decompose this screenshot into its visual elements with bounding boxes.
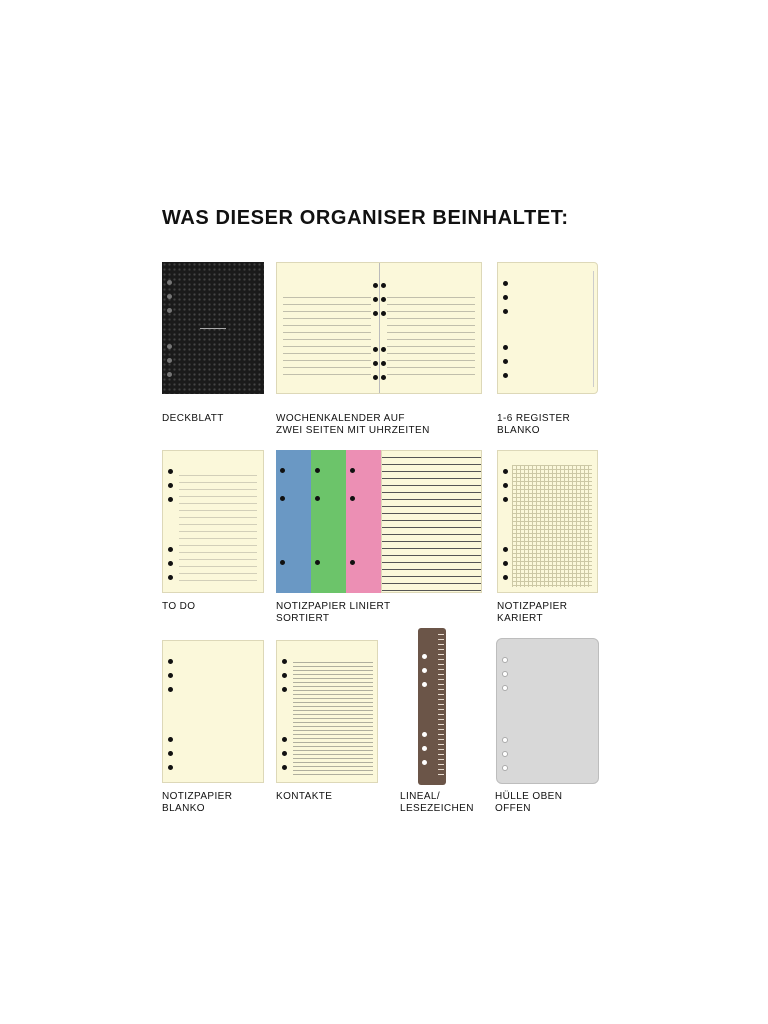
todo-thumbnail <box>162 450 264 593</box>
notizpapier-liniert-thumbnail <box>276 450 482 593</box>
caption-line2: BLANKO <box>497 425 540 436</box>
wochenkalender-thumbnail <box>276 262 482 394</box>
caption-line1: NOTIZPAPIER LINIERT <box>276 601 391 612</box>
caption-line1: DECKBLATT <box>162 413 224 424</box>
notizpapier-kariert-thumbnail <box>497 450 598 593</box>
caption-line2: ZWEI SEITEN MIT UHRZEITEN <box>276 425 430 436</box>
caption-line1: NOTIZPAPIER <box>162 791 233 802</box>
caption-line1: KONTAKTE <box>276 791 333 802</box>
page-title: WAS DIESER ORGANISER BEINHALTET: <box>162 207 569 229</box>
huelle-thumbnail <box>496 638 599 784</box>
caption-line1: LINEAL/ <box>400 791 441 802</box>
logo-mark <box>200 322 226 329</box>
caption-line1: WOCHENKALENDER AUF <box>276 413 405 424</box>
caption-line1: 1-6 REGISTER <box>497 413 571 424</box>
caption-line1: HÜLLE OBEN <box>495 791 563 802</box>
caption-line2: OFFEN <box>495 803 531 814</box>
caption-line2: LESEZEICHEN <box>400 803 474 814</box>
caption-line2: BLANKO <box>162 803 205 814</box>
caption-line2: SORTIERT <box>276 613 330 624</box>
caption-line1: NOTIZPAPIER <box>497 601 568 612</box>
kontakte-thumbnail <box>276 640 378 783</box>
caption-line2: KARIERT <box>497 613 543 624</box>
deckblatt-thumbnail <box>162 262 264 394</box>
notizpapier-blanko-thumbnail <box>162 640 264 783</box>
caption-line1: TO DO <box>162 601 196 612</box>
register-thumbnail <box>497 262 598 394</box>
lineal-thumbnail <box>418 628 446 785</box>
